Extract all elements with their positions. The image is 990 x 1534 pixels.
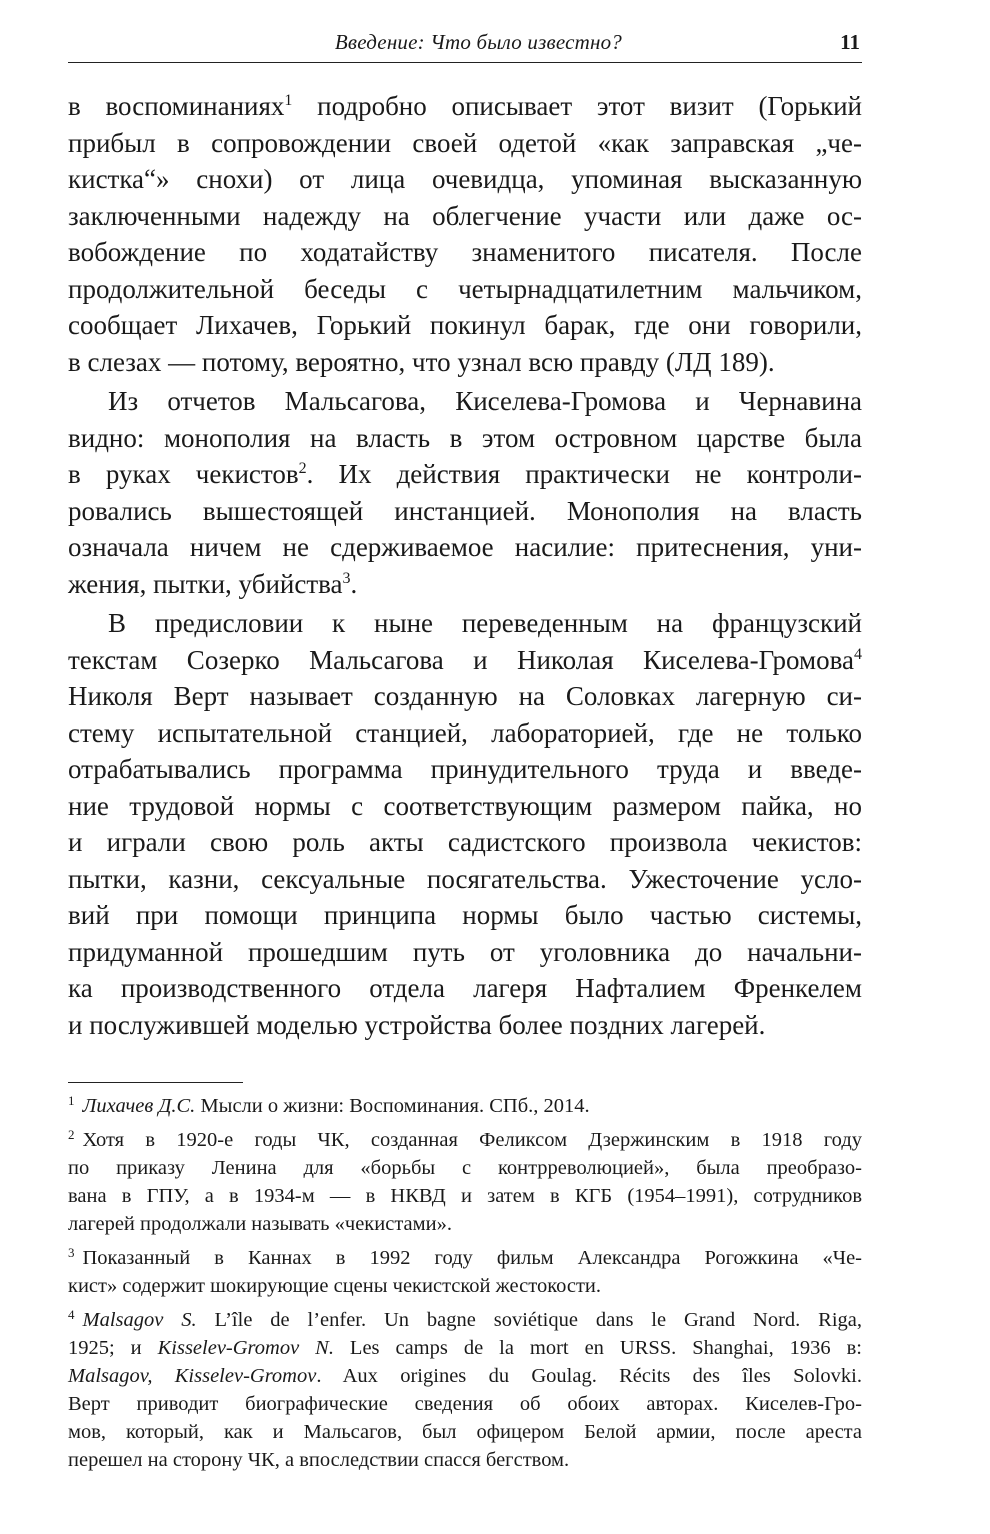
footnote	[68, 1092, 862, 1120]
footnote-author: Malsagov, Kisselev-Gromov	[68, 1365, 317, 1387]
footnote-line: лагерей продолжали называть «чекистами».	[68, 1213, 452, 1235]
text-line: ровались вышестоящей инстанцией. Монополия на власть	[68, 495, 862, 526]
footnote-line: 1925; и Kisselev-Gromov N. Les camps de la mort en URSS. Shanghai, 1936 в:	[68, 1337, 862, 1359]
footnote-divider	[68, 1082, 243, 1083]
text-line: отрабатывались программа принудительного труда и введе-	[68, 754, 862, 784]
footnote-line: $^4$ Malsagov S. L’île de l’enfer. Un bagne soviétique dans le Grand Nord. Riga,	[68, 1307, 863, 1331]
footnote	[68, 1244, 862, 1300]
paragraph	[68, 605, 862, 1043]
text-line: прибыл в сопровождении своей одетой «как заправская „че-	[68, 127, 862, 158]
text-line: и играли свою роль акты садистского произвола чекистов:	[68, 827, 862, 857]
footnote-line: Верт приводит биографические сведения об обоих авторах. Киселев-Гро-	[68, 1393, 862, 1415]
text-line: означала ничем не сдерживаемое насилие: притеснения, уни-	[68, 532, 862, 562]
page-number: 11	[840, 30, 860, 54]
text-line: вобождение по ходатайству знаменитого писателя. После	[68, 237, 862, 267]
footnote-line: кист» содержит шокирующие сцены чекистской жестокости.	[68, 1275, 602, 1297]
footnote-line: $^3$ Показанный в Каннах в 1992 году фильм Александра Рогожкина «Че-	[68, 1245, 862, 1269]
text-line: и послужившей моделью устройства более поздних лагерей.	[68, 1009, 766, 1040]
footnote-author: Malsagov S.	[82, 1309, 197, 1331]
footnote-author: Kisselev-Gromov N.	[157, 1337, 334, 1359]
paragraph	[68, 88, 862, 380]
footnote-ref[interactable]: 2	[298, 460, 307, 477]
footnote-number: 2	[68, 1127, 75, 1142]
footnote-ref[interactable]: 3	[342, 569, 351, 587]
text-line: видно: монополия на власть в этом островном царстве была	[68, 422, 862, 453]
footnote-line: $^2$ Хотя в 1920-е годы ЧК, созданная Феликсом Дзержинским в 1918 году	[68, 1127, 862, 1151]
footnote-line: вана в ГПУ, а в 1934-м — в НКВД и затем в КГБ (1954–1991), сотрудников	[68, 1185, 862, 1207]
running-title: Введение: Что было известно?	[334, 30, 622, 54]
footnote-line: $^1$ Лихачев Д.С. Мысли о жизни: Воспоминания. СПб., 2014.	[68, 1093, 590, 1117]
text-line: в руках чекистов$^2$. Их действия практически не контроли-	[68, 459, 862, 489]
footnote-line: по приказу Ленина для «борьбы с контрреволюцией», была преобразо-	[68, 1157, 862, 1179]
text-line: ка производственного отдела лагеря Нафталием Френкелем	[68, 973, 862, 1003]
running-header	[68, 28, 862, 63]
text-line: вий при помощи принципа нормы было частью системы,	[68, 900, 862, 930]
text-line: стему испытательной станцией, лабораторией, где не только	[68, 717, 862, 748]
text-line: сообщает Лихачев, Горький покинул барак, где они говорили,	[68, 310, 862, 340]
text-line: придуманной прошедшим путь от уголовника до начальни-	[68, 936, 862, 967]
footnote-number: 4	[68, 1307, 75, 1322]
text-line: Из отчетов Мальсагова, Киселева-Громова и Чернавина	[108, 386, 862, 416]
text-line: продолжительной беседы с четырнадцатилетним мальчиком,	[68, 273, 862, 304]
text-line: кистка“» снохи) от лица очевидца, упоминая высказанную	[68, 164, 862, 194]
footnote	[68, 1306, 862, 1474]
text-line: ние трудовой нормы с соответствующим размером пайка, но	[68, 790, 862, 821]
text-line: в слезах — потому, вероятно, что узнал всю правду (ЛД 189).	[68, 346, 775, 377]
footnote-author: Лихачев Д.С.	[82, 1095, 196, 1117]
footnote	[68, 1126, 862, 1238]
text-line: Николя Верт называет созданную на Соловках лагерную си-	[68, 681, 862, 711]
footnote-number: 3	[68, 1245, 75, 1260]
footnote-line: перешел на сторону ЧК, а впоследствии спасся бегством.	[68, 1449, 570, 1471]
paragraph	[68, 383, 862, 602]
footnote-line: мов, который, как и Мальсагов, был офицером Белой армии, после ареста	[68, 1421, 862, 1443]
footnote-ref[interactable]: 4	[854, 645, 862, 663]
text-line: В предисловии к ныне переведенным на французский	[108, 608, 862, 638]
footnote-ref[interactable]: 1	[284, 92, 293, 109]
footnote-line: Malsagov, Kisselev-Gromov. Aux origines du Goulag. Récits des îles Solovki.	[68, 1365, 862, 1387]
text-line: в воспоминаниях$^1$ подробно описывает этот визит (Горький	[68, 91, 862, 121]
text-line: текстам Созерко Мальсагова и Николая Киселева-Громова$^4$	[68, 644, 862, 675]
text-line: пытки, казни, сексуальные посягательства. Ужесточение усло-	[68, 863, 862, 894]
footnote-number: 1	[68, 1093, 75, 1108]
text-line: заключенными надежду на облегчение участи или даже ос-	[68, 200, 862, 231]
footnotes	[68, 1092, 862, 1474]
main-text	[68, 88, 862, 1043]
text-line: жения, пытки, убийства$^3$.	[68, 568, 358, 599]
